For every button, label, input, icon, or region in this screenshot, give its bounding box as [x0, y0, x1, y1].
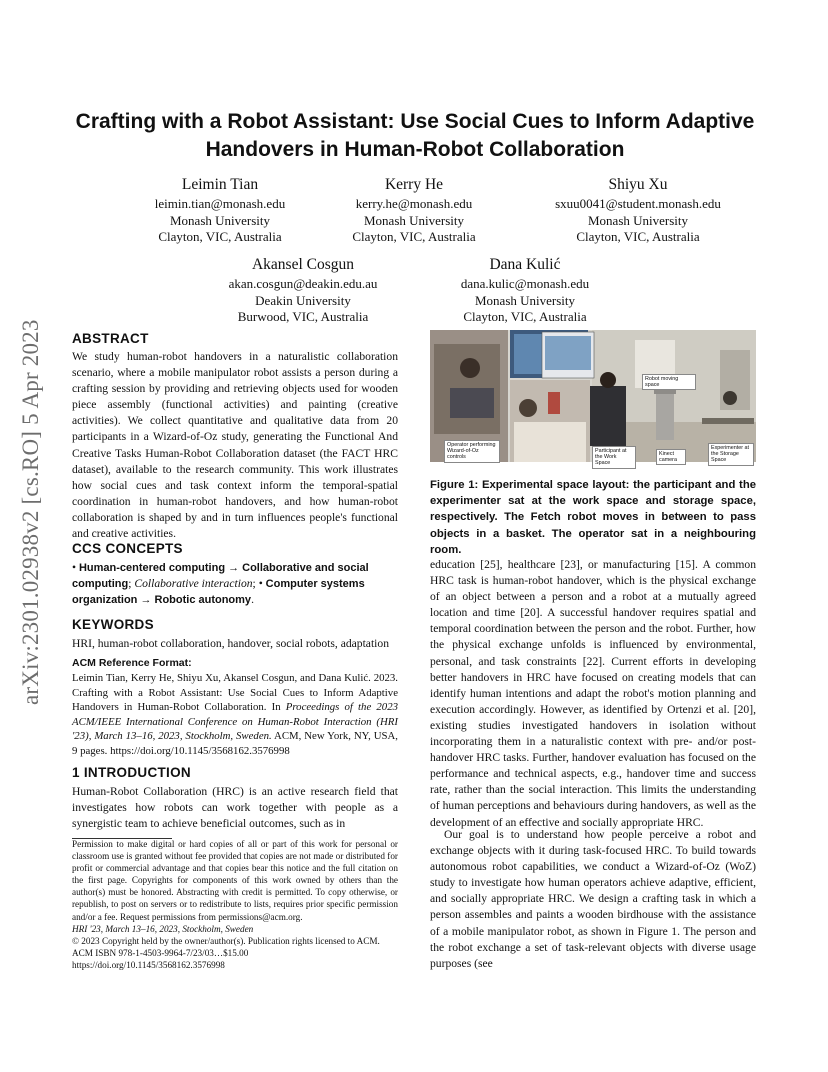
doi-line: https://doi.org/10.1145/3568162.3576998 — [72, 959, 225, 970]
ccs-text — [72, 560, 398, 608]
author-location: Clayton, VIC, Australia — [158, 229, 282, 244]
author-email: kerry.he@monash.edu — [355, 196, 473, 211]
author-affiliation: Deakin University — [255, 292, 351, 308]
conference-line: HRI '23, March 13–16, 2023, Stockholm, Sweden — [72, 923, 254, 934]
acm-reference-heading: ACM Reference Format: — [72, 657, 192, 669]
author-affiliation: Monash University — [474, 292, 576, 308]
ccs-end: . — [251, 593, 254, 607]
author-location: Clayton, VIC, Australia — [576, 229, 700, 244]
acm-reference-venue: Proceedings of the 2023 ACM/IEEE International Conference on Human-Robot Interaction (HRI '23), March 13–16, 2023, Stockholm, Sweden. — [72, 701, 398, 743]
author-name: Shiyu Xu — [608, 176, 668, 193]
figure-1-caption: Figure 1: Experimental space layout: the participant and the experimenter sat at the work space and storage space, respectively. The Fetch robot moves in between to pass objects in a basket. The operator sat in a neighbouring room. — [430, 479, 756, 556]
author-email: sxuu0041@student.monash.edu — [555, 196, 721, 211]
figure-label-camera: Kinect camera — [656, 449, 686, 465]
introduction-heading: 1 INTRODUCTION — [72, 765, 191, 780]
figure-label-participant: Participant at the Work Space — [592, 446, 636, 469]
author-block — [528, 175, 748, 246]
figure-1-photo — [430, 330, 756, 467]
intro-paragraph-2: Our goal is to understand how people perceive a robot and exchange objects with it during task-focused HRC. To build towards autonomous robot capabilities, we conduct a Wizard-of-Oz (WoZ) study to investigate how human operators achieve adaptive, efficient, and socially appropriate HRC. We design a crafting task in which a person assembles and paints a wooden birdhouse with the assistance of a mobile manipulator robot, as shown in Figure 1. The person and the robot exchange a set of task-relevant objects with diverse usage purposes (see — [430, 828, 756, 970]
author-name: Kerry He — [384, 176, 444, 193]
acm-reference-authors: Leimin Tian, Kerry He, Shiyu Xu, Akansel Cosgun, and Dana Kulić. 2023. Crafting with a Robot Assistant: Use Social Cues to Inform Adaptive Handovers in Human-Robot Collaboration. In — [72, 672, 398, 714]
intro-paragraph-right: education [25], healthcare [23], or manufacturing [15]. A common HRC task is human-robot handover, which is the physical exchange of an object between a person and a robot at a mutually agreed location and time [20]. A successful handover requires spatial and temporal coordination between the person and the robot. Further, how the physical exchange unfolds is influenced by environmental, personal, and task constraints [22]. Current efforts in developing better handovers in HRC have focused on creating models that can identify human intentions and adapt the robot's motion planning and execution accordingly. However, as identified by Ortenzi et al. [20], existing studies investigated handovers in isolation without incorporating them in a naturalistic context with pre- and/or post-handover HRC tasks. Further, handover evaluation has focused on the performance and technical aspects, e.g., handover time and success rate, rather than the social interaction. This limits the understanding of human perceptions and behaviours during handovers, as well as the development of an effective and socially appropriate HRC. — [430, 558, 756, 829]
author-affiliation: Monash University — [169, 212, 271, 228]
author-location: Clayton, VIC, Australia — [352, 229, 476, 244]
author-email: leimin.tian@monash.edu — [154, 196, 286, 211]
ccs-separator: ; — [128, 577, 132, 591]
author-location: Clayton, VIC, Australia — [463, 309, 587, 324]
isbn-line: ACM ISBN 978-1-4503-9964-7/23/03…$15.00 — [72, 947, 249, 958]
figure-label-robot-space: Robot moving space — [642, 374, 696, 390]
author-name: Leimin Tian — [181, 176, 259, 193]
acm-reference-tail: ACM, New York, NY, USA, 9 pages. https://doi.org/10.1145/3568162.3576998 — [72, 730, 398, 757]
author-affiliation: Monash University — [363, 212, 465, 228]
keywords-heading: KEYWORDS — [72, 617, 154, 632]
abstract-text: We study human-robot handovers in a naturalistic collaboration scenario, where a mobile manipulator robot assists a person during a crafting session by providing and retrieving objects used for wooden piece assembly (functional activities) and painting (creative activities). We collect quantitative and qualitative data from 20 participants in a Wizard-of-Oz study, generating the Functional And Creative Tasks Human-Robot Collaboration dataset (the FACT HRC dataset), available to the research community. This work illustrates how social cues and task context inform the temporal-spatial coordination in human-robot handovers, and how human-robot collaboration is shaped by and in turn influences people's functional and creative activities. — [72, 350, 398, 541]
ccs-bullet: • — [258, 577, 263, 591]
ccs-concept-1-sub: Collaborative interaction — [134, 577, 253, 591]
author-name: Akansel Cosgun — [251, 256, 355, 273]
figure-label-experimenter: Experimenter at the Storage Space — [708, 443, 754, 466]
author-email: akan.cosgun@deakin.edu.au — [228, 276, 378, 291]
ccs-concept-2: Computer systems organization → Robotic autonomy — [72, 578, 365, 607]
author-block — [110, 175, 330, 246]
copyright-footnote — [72, 838, 398, 971]
author-name: Dana Kulić — [489, 256, 561, 273]
keywords-text: HRI, human-robot collaboration, handover, social robots, adaptation — [72, 637, 389, 650]
ccs-heading: CCS CONCEPTS — [72, 541, 183, 556]
ccs-concept-1: Human-centered computing → Collaborative and social computing — [72, 562, 369, 591]
arxiv-identifier: arXiv:2301.02938v2 [cs.RO] 5 Apr 2023 — [18, 319, 43, 705]
paper-title: Crafting with a Robot Assistant: Use Social Cues to Inform Adaptive Handovers in Human-Robot Collaboration — [75, 110, 755, 161]
ccs-bullet: • — [72, 561, 77, 574]
author-block — [304, 175, 524, 246]
author-block — [193, 255, 413, 326]
ccs-separator: ; — [252, 577, 256, 591]
author-email: dana.kulic@monash.edu — [460, 276, 590, 291]
permission-notice: Permission to make digital or hard copies of all or part of this work for personal or classroom use is granted without fee provided that copies are not made or distributed for profit or commercial advantage and that copies bear this notice and the full citation on the first page. Copyrights for components of this work owned by others than the author(s) must be honored. Abstracting with credit is permitted. To copy otherwise, or republish, to post on servers or to redistribute to lists, requires prior specific permission and/or a fee. Request permissions from permissions@acm.org. — [72, 839, 398, 922]
author-affiliation: Monash University — [587, 212, 689, 228]
acm-reference-text — [72, 671, 398, 759]
intro-paragraph-left: Human-Robot Collaboration (HRC) is an active research field that investigates how robots can work together with people as a synergistic team to achieve beneficial outcomes, such as in — [72, 785, 398, 831]
copyright-line: © 2023 Copyright held by the owner/author(s). Publication rights licensed to ACM. — [72, 935, 380, 946]
author-location: Burwood, VIC, Australia — [237, 309, 369, 324]
figure-label-operator: Operator performing Wizard-of-Oz controls — [444, 440, 500, 463]
author-block — [415, 255, 635, 326]
abstract-heading: ABSTRACT — [72, 331, 149, 346]
